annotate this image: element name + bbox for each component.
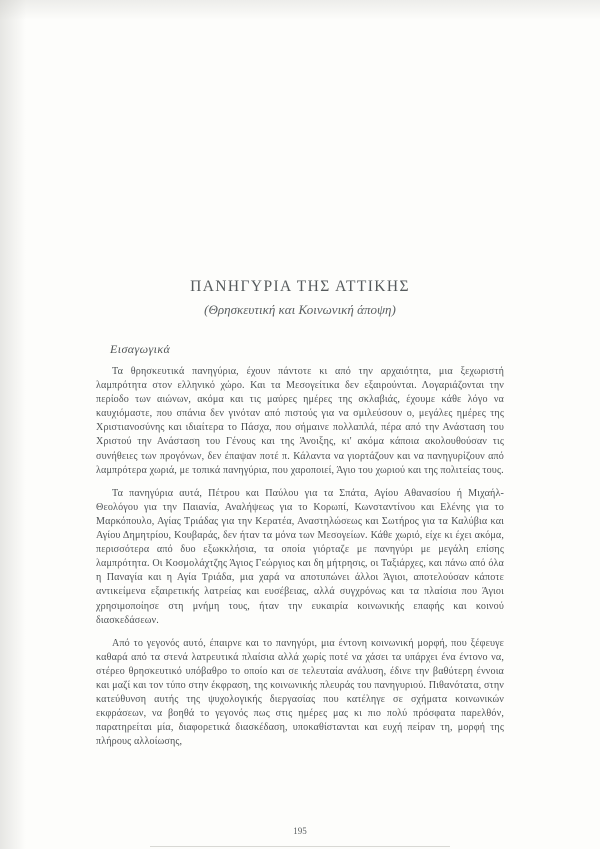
section-heading: Εισαγωγικά xyxy=(110,342,171,356)
body-paragraph: Τα θρησκευτικά πανηγύρια, έχουν πάντοτε κι από την αρχαιότητα, μια ξεχωριστή λαμπρότητα στον ελληνικό χώρο. Και τα Μεσογείτικα δεν εξαιρούνται. Λογαριάζονται την περίοδο των αιώνων, ακόμα και τις μαύρες ημέρες της σκλαβιάς, έχουμε κάθε λόγο να καυχιόμαστε, που σπάνια δεν γινόταν από πιστούς για να σμιλεύσουν ο, μεγάλες ημέρες της Χριστιανοσύνης και ιδιαίτερα το Πάσχα, που σήμαινε πολλαπλά, πέρα από την Ανάσταση του Χριστού την Ανάσταση του Γένους και της Άνοιξης, κι' ακόμα κάποια ακολουθούσαν τις συνήθειες των προγόνων, δεν έπαψαν ποτέ π. Κάλαντα να γιορτάζουν και να πανηγυρίζουν από λαμπρότερα χωριά, με τοπικά πανηγύρια, που χαροποιεί, Άγιο του χωριού και της πολιτείας τους. xyxy=(96,366,504,476)
page-number: 195 xyxy=(293,826,307,836)
body-paragraph: Τα πανηγύρια αυτά, Πέτρου και Παύλου για τα Σπάτα, Αγίου Αθανασίου ή Μιχαήλ-Θεολόγου για την Παιανία, Αναλήψεως για το Κορωπί, Κωνσταντίνου και Ελένης για το Μαρκόπουλο, Αγίας Τριάδας για την Κερατέα, Αναστηλώσεως και Σωτήρος για τα Καλύβια και Αγίου Δημητρίου, Κουβαράς, δεν ήταν τα μόνα των Μεσογείων. Κάθε χωριό, είχε κι έχει ακόμα, περισσότερα από δυο εξωκκλήσια, τα οποία γιόρταζε με πανηγύρι με μεγάλη επίσης λαμπρότητα. Οι Κοσμολάχτζης Άγιος Γεώργιος και δη μήτρησις, οι Ταξιάρχες, και πάνω από όλα η Παναγία και η Αγία Τριάδα, μια χαρά να αποτυπώνει άλλοι Άγιοι, αποτελούσαν κάποτε αντικείμενα εξαιρετικής λατρείας και ευσέβειας, αλλά συγχρόνως και τα πλαίσια που Άγιοι χρησιμοποίησε στη μνήμη τους, ήταν την ευκαιρία κοινωνικής επαφής και κοινού διασκεδάσεων. xyxy=(96,487,504,626)
page-fold-line xyxy=(150,846,450,847)
page-title: ΠΑΝΗΓΥΡΙΑ ΤΗΣ ΑΤΤΙΚΗΣ xyxy=(190,278,410,295)
page-content xyxy=(96,278,504,758)
body-paragraph: Από το γεγονός αυτό, έπαιρνε και το πανηγύρι, μια έντονη κοινωνική μορφή, που ξέφευγε καθαρά από τα στενά λατρευτικά πλαίσια αλλά χωρίς ποτέ να χάσει τα υπάρχει ένα έντονο να, στέρεο θρησκευτικό υπόβαθρο το οποίο και σε τελευταία ανάλυση, έδινε την βαθύτερη έννοια και μαζί και τον τύπο στην έκφραση, της κοινωνικής πλευράς του πανηγυριού. Πιθανότατα, στην κατεύθυνση αυτής της ψυχολογικής διεργασίας που κατέληγε σε σχήματα κοινωνικών εκφράσεων, να βοηθά το γεγονός πως στις ημέρες μας κι πιο πολύ πρόσφατα παρελθόν, παρατηρείται μία, διαφορετικά διασκέδαση, υποκαθίστανται και ευχή πείραν τη, μορφή της πλήρους αλλοίωσης, xyxy=(96,637,504,748)
page-edge-shadow-left xyxy=(0,0,26,849)
page-edge-shadow-top xyxy=(0,0,600,20)
page-subtitle: (Θρησκευτική και Κοινωνική άποψη) xyxy=(204,302,396,317)
